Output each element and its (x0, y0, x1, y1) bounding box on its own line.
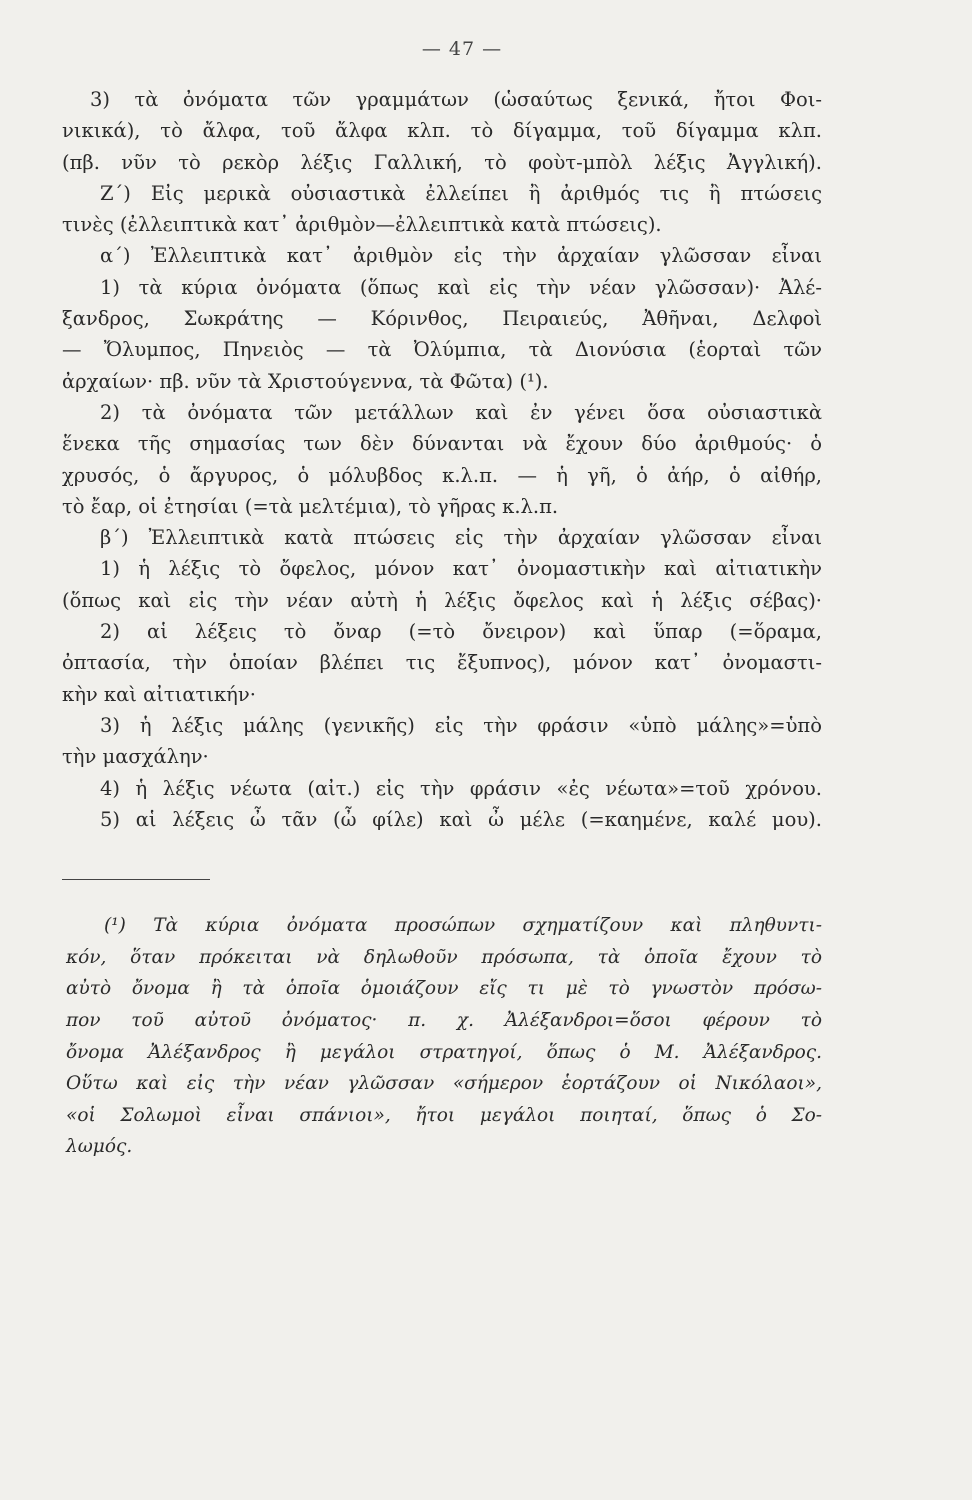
text-line: 2) αἱ λέξεις τὸ ὄναρ (=τὸ ὄνειρον) καὶ ὕπαρ (=ὅραμα, (100, 620, 822, 644)
footnote-line: Οὕτω καὶ εἰς τὴν νέαν γλῶσσαν «σήμερον ἑορτάζουν οἱ Νικόλαοι», (66, 1073, 822, 1095)
footnote (62, 910, 822, 1163)
footnote-line: κόν, ὅταν πρόκειται νὰ δηλωθοῦν πρόσωπα, τὰ ὁποῖα ἔχουν τὸ (66, 946, 822, 968)
footnote-line: πον τοῦ αὐτοῦ ὀνόματος· π. χ. Ἀλέξανδροι=ὅσοι φέρουν τὸ (66, 1009, 822, 1031)
text-line: 5) αἱ λέξεις ὦ τᾶν (ὦ φίλε) καὶ ὦ μέλε (=καημένε, καλέ μου). (100, 807, 822, 831)
footnote-line: «οἱ Σολωμοὶ εἶναι σπάνιοι», ἤτοι μεγάλοι ποιηταί, ὅπως ὁ Σο- (66, 1104, 822, 1126)
text-line: νικικά), τὸ ἄλφα, τοῦ ἄλφα κλπ. τὸ δίγαμμα, τοῦ δίγαμμα κλπ. (62, 119, 822, 143)
footnote-line: αὐτὸ ὄνομα ἢ τὰ ὁποῖα ὁμοιάζουν εἴς τι μὲ τὸ γνωστὸν πρόσω- (66, 978, 822, 1000)
text-line: κὴν καὶ αἰτιατικήν· (62, 682, 256, 706)
text-line: 4) ἡ λέξις νέωτα (αἰτ.) εἰς τὴν φράσιν «ἐς νέωτα»=τοῦ χρόνου. (100, 776, 822, 800)
footnote-line: λωμός. (66, 1136, 133, 1158)
text-line: α΄) Ἐλλειπτικὰ κατ᾽ ἀριθμὸν εἰς τὴν ἀρχαίαν γλῶσσαν εἶναι (100, 244, 822, 268)
text-line: τὴν μασχάλην· (62, 745, 209, 769)
text-line: χρυσός, ὁ ἄργυρος, ὁ μόλυβδος κ.λ.π. — ἡ γῆ, ὁ ἀήρ, ὁ αἰθήρ, (62, 463, 822, 487)
text-line: 1) ἡ λέξις τὸ ὄφελος, μόνον κατ᾽ ὀνομαστικὴν καὶ αἰτιατικὴν (100, 557, 822, 581)
body-text (62, 84, 822, 835)
text-line: Ζ΄) Εἰς μερικὰ οὐσιαστικὰ ἐλλείπει ἢ ἀριθμός τις ἢ πτώσεις (100, 181, 822, 205)
text-line: 3) τὰ ὀνόματα τῶν γραμμάτων (ὡσαύτως ξενικά, ἤτοι Φοι- (90, 88, 822, 111)
text-line: τὸ ἔαρ, οἱ ἐτησίαι (=τὰ μελτέμια), τὸ γῆρας κ.λ.π. (62, 494, 559, 518)
text-line: τινὲς (ἐλλειπτικὰ κατ᾽ ἀριθμὸν—ἐλλειπτικὰ κατὰ πτώσεις). (62, 213, 662, 237)
text-line: ὀπτασία, τὴν ὁποίαν βλέπει τις ἔξυπνος), μόνον κατ᾽ ὀνομαστι- (62, 651, 822, 675)
text-line: ξανδρος, Σωκράτης — Κόρινθος, Πειραιεύς, Ἀθῆναι, Δελφοὶ (62, 307, 822, 331)
text-line: 1) τὰ κύρια ὀνόματα (ὅπως καὶ εἰς τὴν νέαν γλῶσσαν)· Ἀλέ- (100, 275, 822, 299)
footnote-divider (62, 879, 210, 880)
footnote-line: ὄνομα Ἀλέξανδρος ἢ μεγάλοι στρατηγοί, ὅπως ὁ Μ. Ἀλέξανδρος. (66, 1041, 822, 1063)
text-line: — Ὄλυμπος, Πηνειὸς — τὰ Ὀλύμπια, τὰ Διονύσια (ἑορταὶ τῶν (62, 338, 822, 362)
text-line: 3) ἡ λέξις μάλης (γενικῆς) εἰς τὴν φράσιν «ὑπὸ μάλης»=ὑπὸ (100, 713, 822, 737)
text-line: ἕνεκα τῆς σημασίας των δὲν δύνανται νὰ ἔχουν δύο ἀριθμούς· ὁ (62, 432, 822, 456)
text-line: (πβ. νῦν τὸ ρεκὸρ λέξις Γαλλική, τὸ φοὺτ-μπὸλ λέξις Ἀγγλική). (62, 150, 822, 174)
text-line: (ὅπως καὶ εἰς τὴν νέαν αὐτὴ ἡ λέξις ὄφελος καὶ ἡ λέξις σέβας)· (62, 588, 822, 612)
text-line: ἀρχαίων· πβ. νῦν τὰ Χριστούγεννα, τὰ Φῶτα) (¹). (62, 369, 549, 393)
text-line: β΄) Ἐλλειπτικὰ κατὰ πτώσεις εἰς τὴν ἀρχαίαν γλῶσσαν εἶναι (100, 526, 822, 550)
footnote-line: (¹) Τὰ κύρια ὀνόματα προσώπων σχηματίζουν καὶ πληθυντι- (104, 915, 822, 937)
book-page (62, 38, 822, 1163)
page-number: — 47 — (421, 38, 503, 60)
text-line: 2) τὰ ὀνόματα τῶν μετάλλων καὶ ἐν γένει ὅσα οὐσιαστικὰ (100, 400, 822, 424)
